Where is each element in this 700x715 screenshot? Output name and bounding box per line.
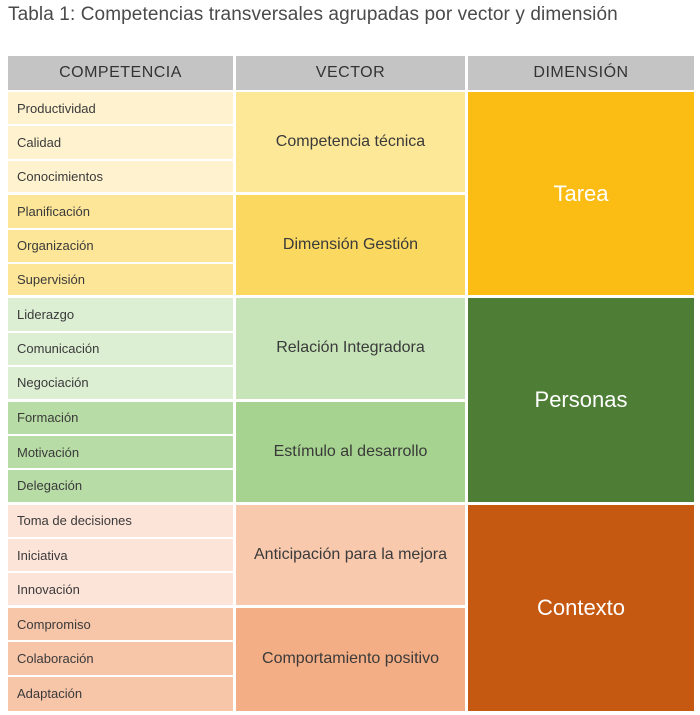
competencia-cell: Negociación <box>8 367 236 401</box>
competencia-cell: Organización <box>8 230 236 264</box>
competencia-cell: Toma de decisiones <box>8 505 236 539</box>
dimension-cell-contexto: Contexto <box>468 505 694 711</box>
vector-cell: Anticipación para la mejora <box>236 505 468 608</box>
competencia-cell: Conocimientos <box>8 161 236 195</box>
header-dimension: DIMENSIÓN <box>468 56 694 92</box>
competencia-cell: Adaptación <box>8 677 236 711</box>
table-title: Tabla 1: Competencias transversales agrupadas por vector y dimensión <box>8 4 618 25</box>
competencia-cell: Delegación <box>8 470 236 504</box>
competencia-cell: Comunicación <box>8 333 236 367</box>
competencia-cell: Compromiso <box>8 608 236 642</box>
dimension-cell-personas: Personas <box>468 298 694 504</box>
competencia-cell: Planificación <box>8 195 236 229</box>
competencia-cell: Calidad <box>8 126 236 160</box>
vector-cell: Competencia técnica <box>236 92 468 195</box>
vector-cell: Dimensión Gestión <box>236 195 468 298</box>
header-vector: VECTOR <box>236 56 468 92</box>
dimension-cell-tarea: Tarea <box>468 92 694 298</box>
competencia-cell: Iniciativa <box>8 539 236 573</box>
competencia-cell: Motivación <box>8 436 236 470</box>
competencia-cell: Formación <box>8 402 236 436</box>
header-competencia: COMPETENCIA <box>8 56 236 92</box>
vector-cell: Comportamiento positivo <box>236 608 468 711</box>
competencia-cell: Supervisión <box>8 264 236 298</box>
competencia-cell: Liderazgo <box>8 298 236 332</box>
vector-cell: Relación Integradora <box>236 298 468 401</box>
vector-cell: Estímulo al desarrollo <box>236 402 468 505</box>
competencias-table <box>8 56 694 711</box>
competencia-cell: Innovación <box>8 573 236 607</box>
competencia-cell: Productividad <box>8 92 236 126</box>
competencia-cell: Colaboración <box>8 642 236 676</box>
